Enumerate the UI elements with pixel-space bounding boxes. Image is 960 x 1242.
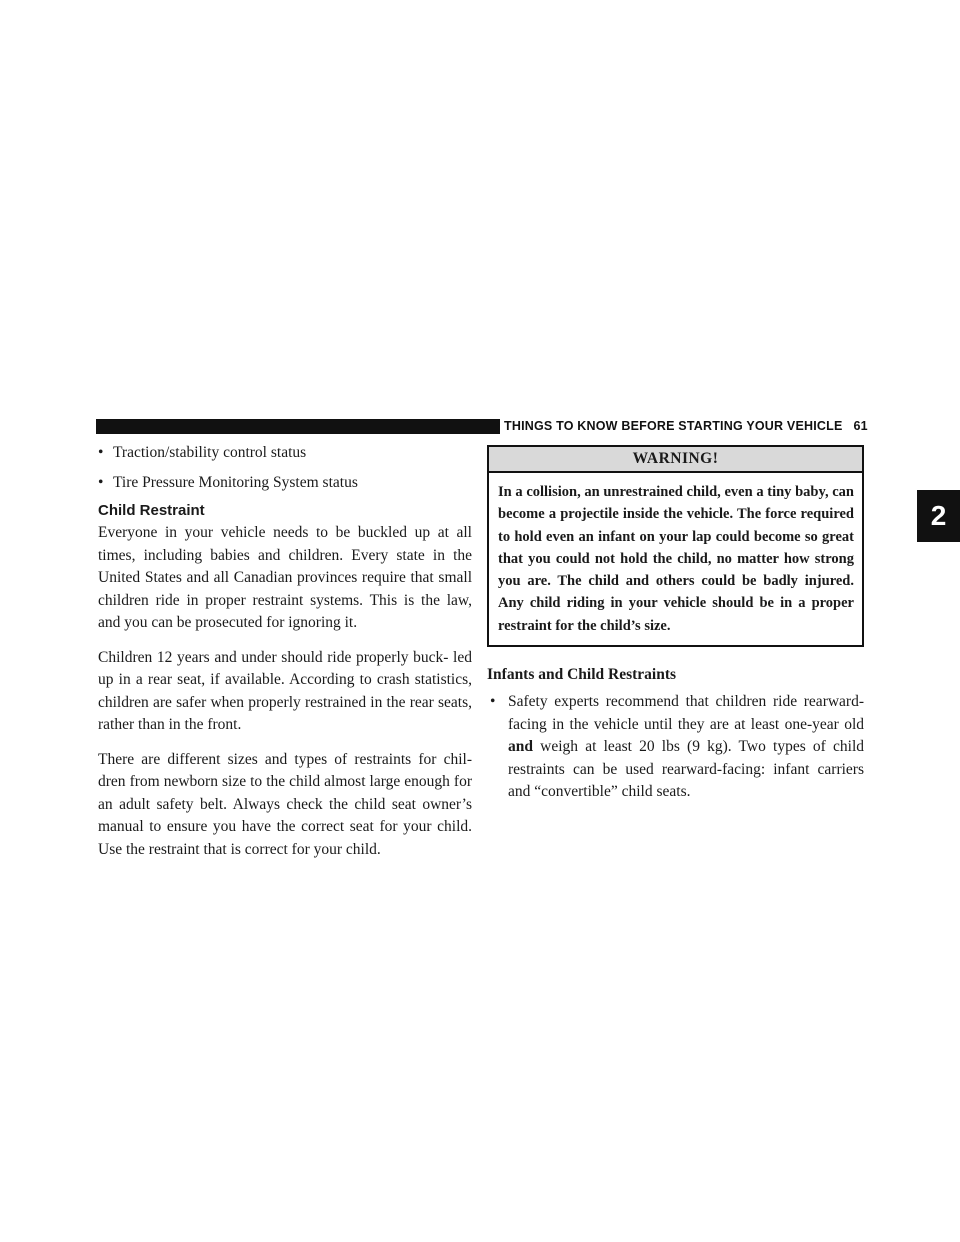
warning-title: WARNING! (489, 447, 862, 473)
list-item (490, 691, 864, 804)
list-item-emphasis: and (508, 738, 533, 756)
list-item-text: Traction/stability control status (113, 444, 307, 461)
paragraph: Children 12 years and under should ride properly buck- led up in a rear seat, if available. According to crash statistics, children are safer when properly restrained in the rear seats, rather than in the front. (98, 648, 472, 733)
bullet-icon: • (98, 473, 104, 491)
bullet-icon: • (98, 444, 104, 461)
section-heading: Child Restraint (98, 502, 205, 519)
chapter-tab: 2 (917, 490, 960, 542)
list-item-text: Tire Pressure Monitoring System status (113, 473, 358, 491)
running-header (500, 418, 872, 435)
list-item-text-after: weigh at least 20 lbs (9 kg). Two types of child restraints can be used rearward-facing: infant carriers and “convertible” child seats. (508, 738, 864, 801)
list-item-text-before: Safety experts recommend that children ride rearward-facing in the vehicle until they are at least one-year old (508, 693, 864, 733)
left-column (98, 442, 472, 873)
warning-box (487, 445, 864, 647)
page-number: 61 (853, 419, 868, 433)
header-title: THINGS TO KNOW BEFORE STARTING YOUR VEHICLE (504, 419, 843, 433)
warning-text: In a collision, an unrestrained child, even a tiny baby, can become a projectile inside the vehicle. The force required to hold even an infant on your lap could become so great that you could not hold the child, no matter how strong you are. The child and others could be badly injured. Any child riding in your vehicle should be in a proper restraint for the child’s size. (498, 484, 854, 634)
right-column (487, 445, 864, 804)
subsection-heading: Infants and Child Restraints (487, 666, 677, 684)
paragraph: Everyone in your vehicle needs to be buckled up at all times, including babies and children. Every state in the United States and all Canadian provinces require that small children ride in proper restraint systems. This is the law, and you can be prosecuted for ignoring it. (98, 524, 472, 631)
list-item (98, 472, 472, 494)
list-item (98, 442, 472, 464)
bullet-icon: • (490, 693, 496, 711)
paragraph: There are different sizes and types of restraints for chil- dren from newborn size to the child almost large enough for an adult safety belt. Always check the child seat owner’s manual to ensure you have the correct seat for your child. Use the restraint that is correct for your child. (98, 750, 472, 858)
